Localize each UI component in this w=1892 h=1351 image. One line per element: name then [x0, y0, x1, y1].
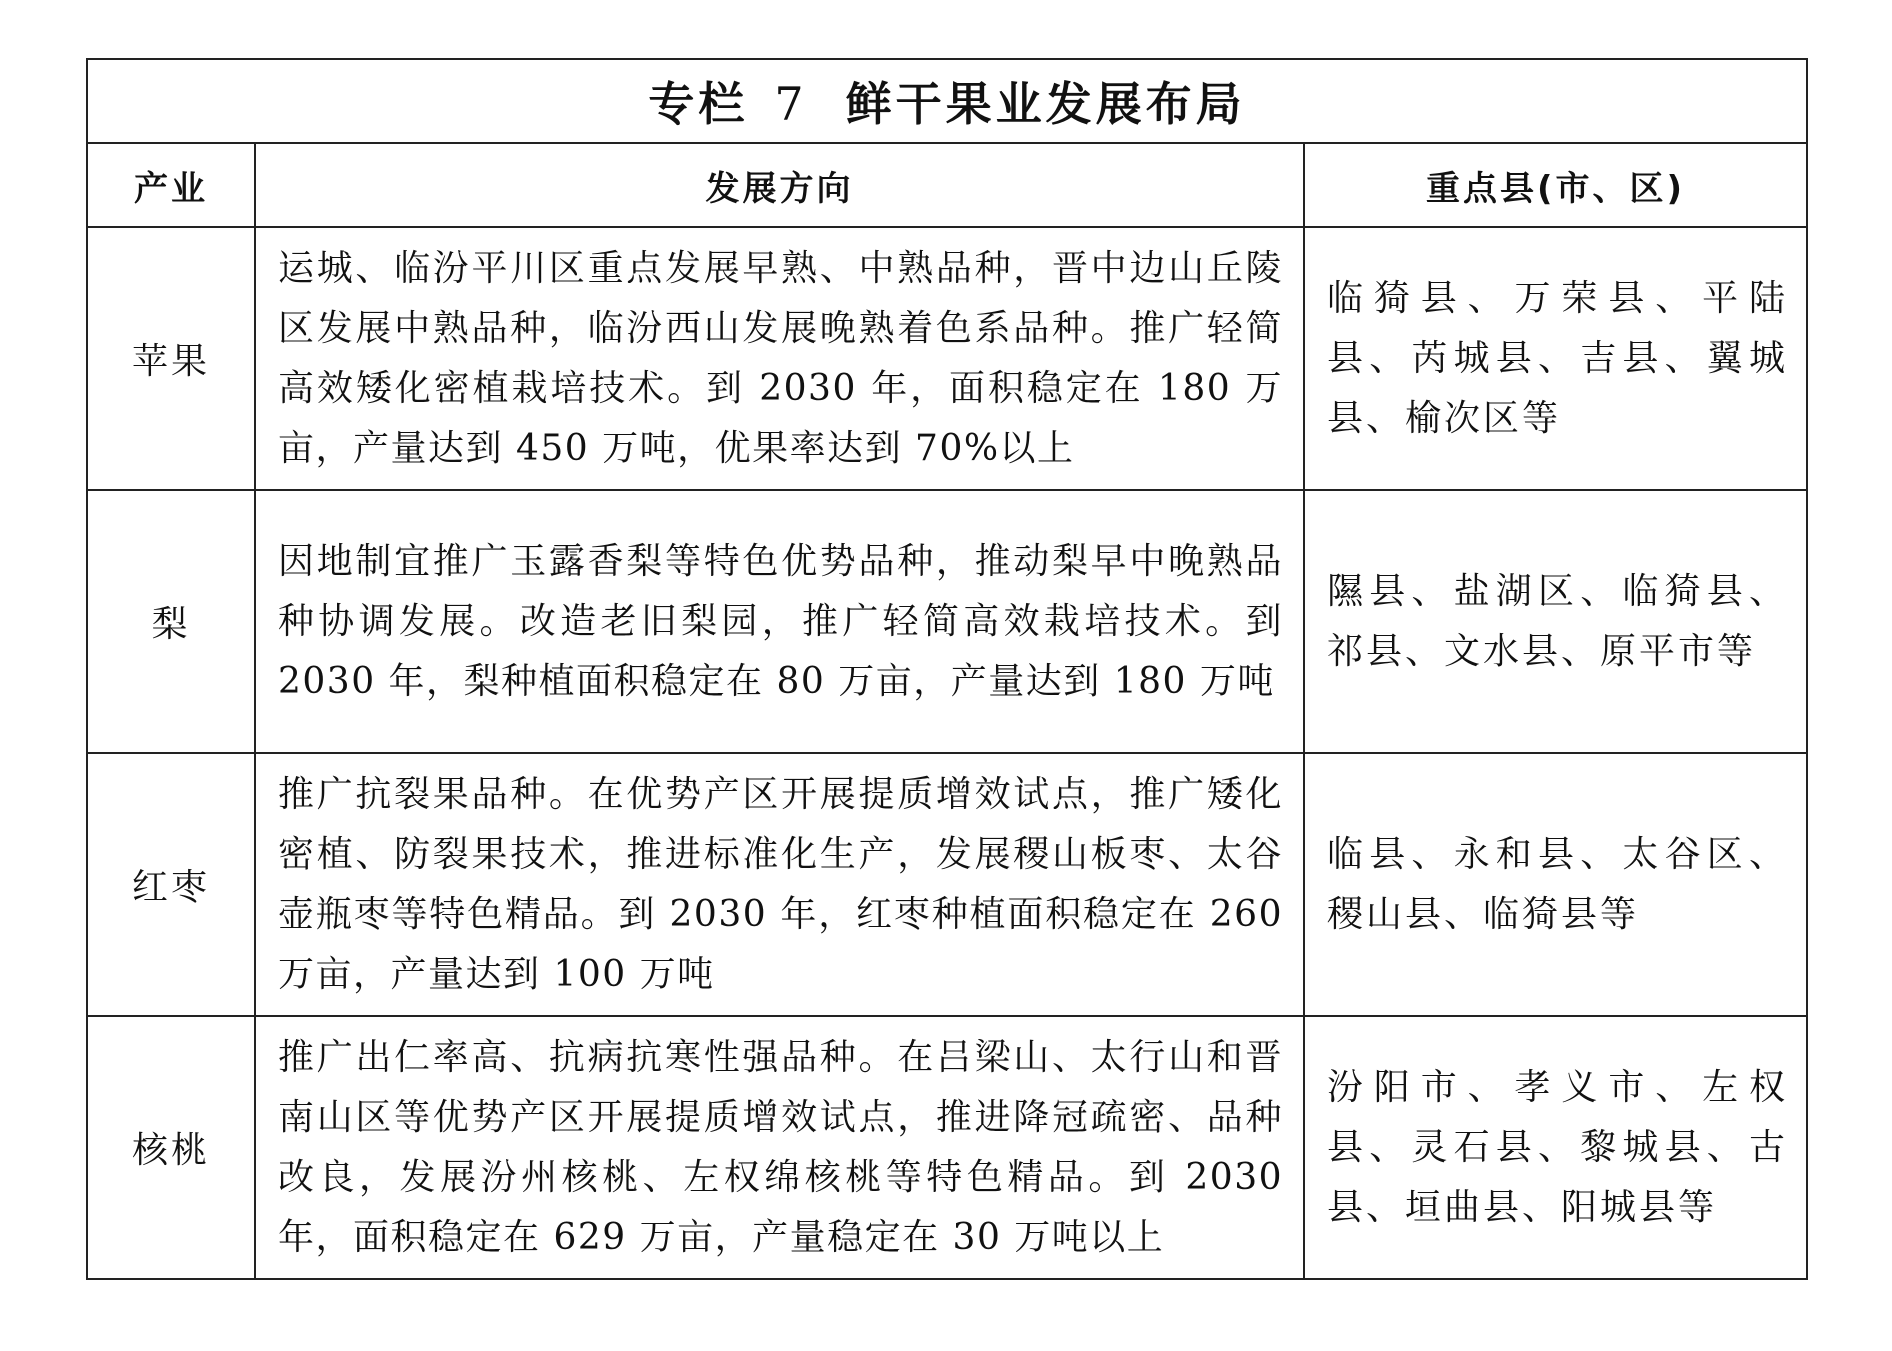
title-number: 7: [774, 77, 808, 131]
header-counties: 重点县(市、区): [1304, 143, 1807, 227]
title-text: 鲜干果业发展布局: [845, 77, 1246, 131]
industry-cell: 红枣: [87, 753, 255, 1016]
title-label: 专栏: [648, 77, 749, 131]
direction-cell: 推广出仁率高、抗病抗寒性强品种。在吕梁山、太行山和晋南山区等优势产区开展提质增效试点，推进降冠疏密、品种改良，发展汾州核桃、左权绵核桃等特色精品。到 2030 年，面积稳定在 629 万亩，产量稳定在 30 万吨以上: [255, 1016, 1304, 1279]
table-row: [87, 490, 1807, 753]
industry-cell: 核桃: [87, 1016, 255, 1279]
direction-cell: 因地制宜推广玉露香梨等特色优势品种，推动梨早中晚熟品种协调发展。改造老旧梨园，推广轻简高效栽培技术。到 2030 年，梨种植面积稳定在 80 万亩，产量达到 180 万吨: [255, 490, 1304, 753]
table-row: [87, 753, 1807, 1016]
direction-cell: 运城、临汾平川区重点发展早熟、中熟品种，晋中边山丘陵区发展中熟品种，临汾西山发展晚熟着色系品种。推广轻简高效矮化密植栽培技术。到 2030 年，面积稳定在 180 万亩，产量达到 450 万吨，优果率达到 70%以上: [255, 227, 1304, 490]
header-direction: 发展方向: [255, 143, 1304, 227]
layout-table: [86, 58, 1808, 1280]
header-industry: 产业: [87, 143, 255, 227]
counties-cell: 临猗县、万荣县、平陆县、芮城县、吉县、翼城县、榆次区等: [1304, 227, 1807, 490]
industry-cell: 梨: [87, 490, 255, 753]
direction-cell: 推广抗裂果品种。在优势产区开展提质增效试点，推广矮化密植、防裂果技术，推进标准化生产，发展稷山板枣、太谷壶瓶枣等特色精品。到 2030 年，红枣种植面积稳定在 260 万亩，产量达到 100 万吨: [255, 753, 1304, 1016]
counties-cell: 汾阳市、孝义市、左权县、灵石县、黎城县、古县、垣曲县、阳城县等: [1304, 1016, 1807, 1279]
table-row: [87, 1016, 1807, 1279]
table-title: [87, 59, 1807, 143]
counties-cell: 隰县、盐湖区、临猗县、祁县、文水县、原平市等: [1304, 490, 1807, 753]
industry-cell: 苹果: [87, 227, 255, 490]
table-row: [87, 227, 1807, 490]
counties-cell: 临县、永和县、太谷区、稷山县、临猗县等: [1304, 753, 1807, 1016]
column-box: [86, 58, 1806, 1280]
